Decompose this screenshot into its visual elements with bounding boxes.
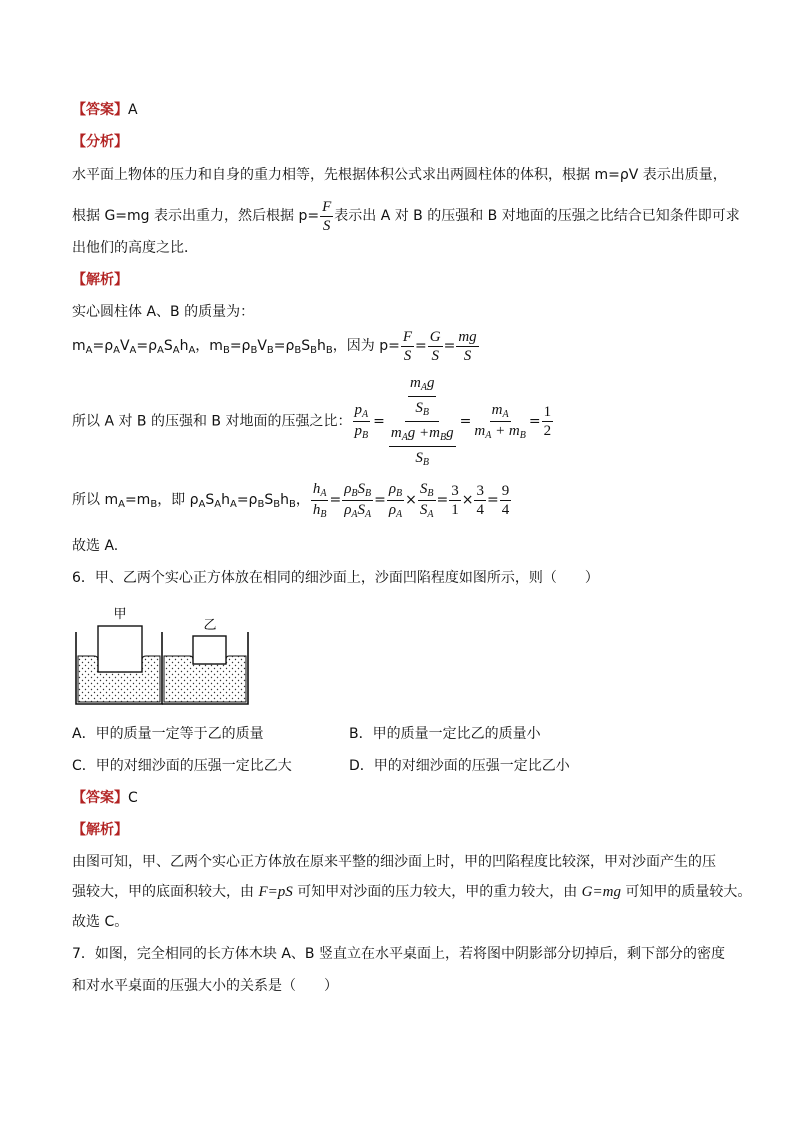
- q6-solution-tag-line: [72, 820, 128, 840]
- q5-solution-line4-mid: ，即 ρ: [157, 492, 199, 508]
- q6-conclusion: 故选 C。: [72, 914, 129, 930]
- q7-line1: 7．如图，完全相同的长方体木块 A、B 竖直立在水平桌面上，若将图中阴影部分切掉后，剩下部分的密度: [72, 946, 725, 962]
- q5-formula-p-frac: $\frac{F}{S}$: [322, 198, 332, 234]
- q5-analysis-tag-line: [72, 132, 128, 152]
- q5-pressure-ratio: 所以 A 对 B 的压强和 B 对地面的压强之比： $\frac{p_A}{p_B}$ = $\frac{\frac{m_Ag}{S_B}}{\frac{m_Ag +m_Bg}{S_B}}$ = $\frac{m_A}{m_A + m_B}$ = $\frac{1}{2}$: [72, 372, 554, 464]
- q5-answer-value: A: [128, 102, 138, 118]
- cube-jia: [98, 626, 142, 672]
- q6-option-c[interactable]: C．甲的对细沙面的压强一定比乙大: [72, 758, 292, 774]
- q5-analysis-line2-a: 根据 G=mg 表示出重力，然后根据 p=: [72, 208, 320, 224]
- q5-analysis-tag: 【分析】: [72, 134, 128, 150]
- q6-option-a[interactable]: A．甲的质量一定等于乙的质量: [72, 726, 264, 742]
- q5-solution-line1: 实心圆柱体 A、B 的质量为：: [72, 304, 255, 320]
- figure-label-yi: 乙: [203, 618, 217, 633]
- q6-option-b[interactable]: B．甲的质量一定比乙的质量小: [349, 726, 541, 742]
- cube-yi: [193, 636, 226, 664]
- q5-analysis-line2-b: 表示出 A 对 B 的压强和 B 对地面的压强之比结合已知条件即可求: [334, 208, 740, 224]
- q6-answer-line: [72, 788, 138, 808]
- q5-conclusion: 故选 A.: [72, 538, 119, 554]
- q6-sol-line2-a: 强较大，甲的底面积较大，由: [72, 884, 259, 900]
- q5-analysis-line2: [72, 196, 740, 236]
- q6-answer-value: C: [128, 790, 138, 806]
- q6-answer-tag: 【答案】: [72, 790, 128, 806]
- q6-solution-tag: 【解析】: [72, 822, 128, 838]
- q5-height-ratio: 所以 $m_A=m_B$，即 $\rho_AS_Ah_A=\rho_BS_Bh_B$， $\frac{h_A}{h_B}$ = $\frac{\rho_BS_B}{\rho_AS_A}$ = $\frac{\rho_B}{\rho_A}$ × $\frac{S_B}{S_A}$ = $\frac{3}{1}$ × $\frac{3}{4}$ = $\frac{9}{4}$: [72, 480, 510, 520]
- q6-sol-line2-c: 可知甲的质量较大。: [620, 884, 752, 900]
- q5-answer-tag: 【答案】: [72, 102, 128, 118]
- q6-sand-figure: [72, 604, 278, 710]
- q6-question: 6．甲、乙两个实心正方体放在相同的细沙面上，沙面凹陷程度如图所示，则（ ）: [72, 570, 599, 586]
- q7-line2: 和对水平桌面的压强大小的关系是（ ）: [72, 978, 338, 994]
- q6-solution-line1: 由图可知，甲、乙两个实心正方体放在原来平整的细沙面上时，甲的凹陷程度比较深，甲对沙面产生的压: [72, 854, 716, 870]
- figure-label-jia: 甲: [113, 607, 127, 622]
- q6-formula-fps: F=pS: [258, 884, 293, 900]
- q5-solution-line3-prefix: 所以 A 对 B 的压强和 B 对地面的压强之比：: [72, 413, 352, 430]
- q5-solution-tag-line: [72, 270, 128, 290]
- q5-solution-line4-prefix: 所以 m: [72, 492, 119, 508]
- q5-mass-formula: $m_A=\rho_AV_A=\rho_AS_Ah_A$，$m_B=\rho_BV_B=\rho_BS_Bh_B$，因为 p= $\frac{F}{S}$ = $\frac{G}{S}$ = $\frac{mg}{S}$: [72, 328, 477, 364]
- q6-option-d[interactable]: D．甲的对细沙面的压强一定比乙小: [349, 758, 570, 774]
- q6-sol-line2-b: 可知甲对沙面的压力较大，甲的重力较大，由: [292, 884, 582, 900]
- q5-analysis-line1: 水平面上物体的压力和自身的重力相等，先根据体积公式求出两圆柱体的体积，根据 m=ρV 表示出质量，: [72, 167, 727, 183]
- q5-solution-tag: 【解析】: [72, 272, 128, 288]
- q5-answer-line: [72, 100, 138, 120]
- q6-formula-gmg: G=mg: [581, 884, 621, 900]
- q5-analysis-line3: 出他们的高度之比．: [72, 240, 198, 256]
- q6-solution-line2: [72, 882, 751, 902]
